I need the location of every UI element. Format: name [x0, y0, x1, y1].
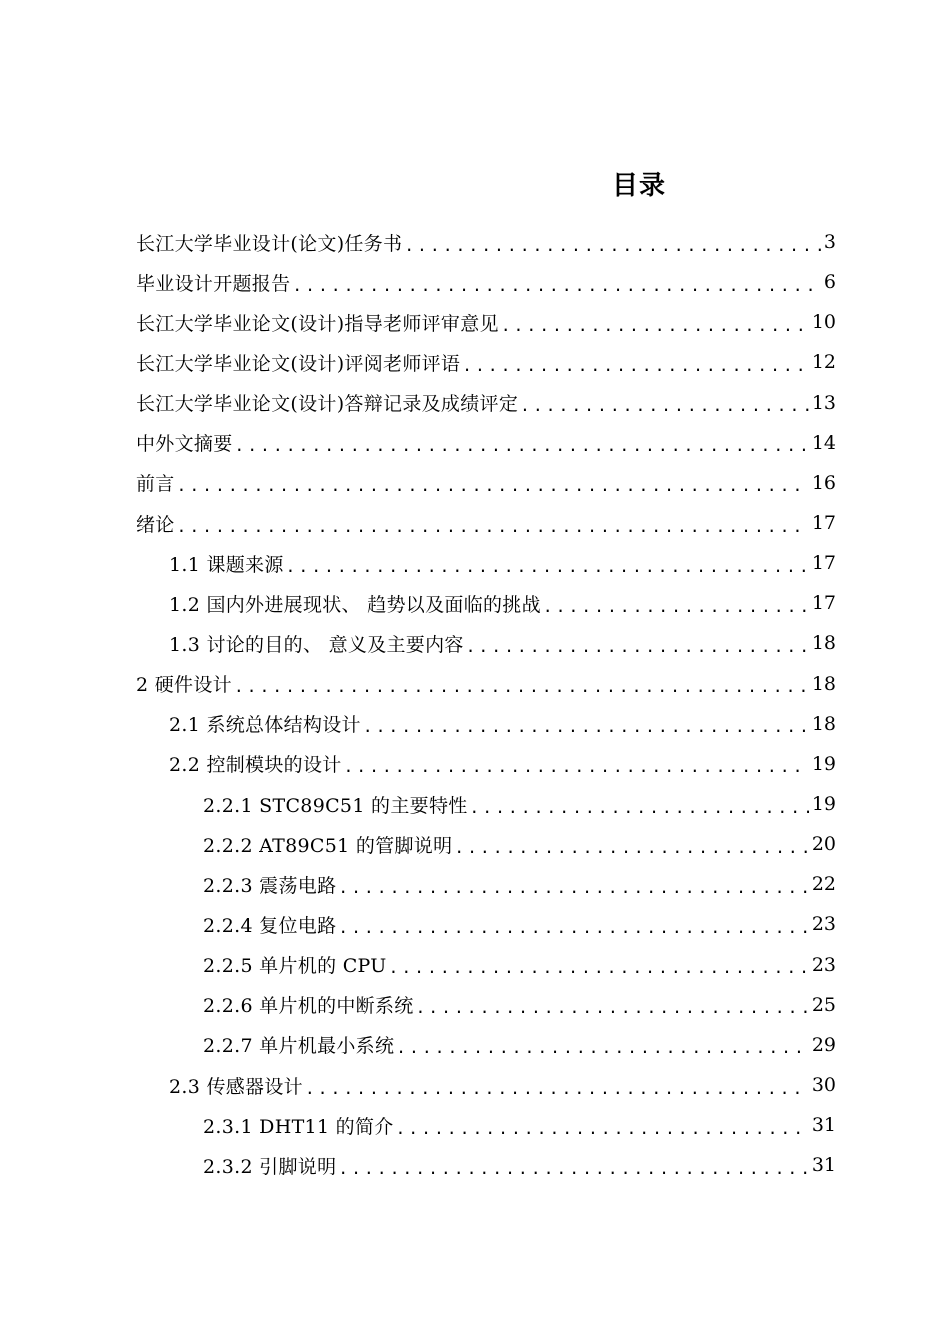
toc-entry-title: 2.2.4 复位电路 — [203, 914, 337, 937]
toc-page-number: 25 — [811, 993, 836, 1016]
toc-page-number: 22 — [811, 873, 836, 896]
toc-entry[interactable] — [0, 463, 950, 503]
toc-entry-title: 长江大学毕业论文(设计)答辩记录及成绩评定 — [136, 393, 519, 416]
toc-entry-title: 前言 — [136, 473, 175, 496]
toc-entry[interactable] — [0, 704, 950, 744]
toc-dot-leader — [520, 390, 809, 415]
toc-entry-title: 2.3.2 引脚说明 — [203, 1155, 337, 1178]
toc-page-number: 31 — [811, 1114, 836, 1137]
toc-entry-title: 2.2.1 STC89C51 的主要特性 — [203, 794, 468, 817]
table-of-contents — [0, 222, 950, 1185]
toc-entry[interactable] — [0, 302, 950, 342]
toc-page-number: 18 — [811, 632, 836, 655]
toc-entry-title: 毕业设计开题报告 — [136, 272, 291, 295]
toc-entry[interactable] — [0, 583, 950, 623]
toc-entry-title: 1.3 讨论的目的、 意义及主要内容 — [169, 633, 464, 656]
toc-page-number: 20 — [811, 833, 836, 856]
toc-entry[interactable] — [0, 744, 950, 784]
toc-entry-title: 2.3.1 DHT11 的简介 — [203, 1115, 394, 1138]
toc-entry[interactable] — [0, 864, 950, 904]
toc-entry[interactable] — [0, 503, 950, 543]
toc-dot-leader — [305, 1073, 809, 1098]
toc-entry-title: 长江大学毕业论文(设计)评阅老师评语 — [136, 352, 461, 375]
toc-dot-leader — [177, 511, 809, 536]
toc-dot-leader — [454, 832, 808, 857]
toc-page-number: 14 — [811, 431, 836, 454]
toc-dot-leader — [234, 671, 809, 696]
toc-dot-leader — [470, 792, 809, 817]
toc-page-number: 17 — [811, 552, 836, 575]
toc-entry-title: 1.1 课题来源 — [169, 553, 284, 576]
toc-entry[interactable] — [0, 664, 950, 704]
toc-entry[interactable] — [0, 985, 950, 1025]
toc-entry-title: 2.3 传感器设计 — [169, 1075, 303, 1098]
toc-page-number: 23 — [811, 953, 836, 976]
toc-dot-leader — [389, 952, 809, 977]
toc-entry[interactable] — [0, 945, 950, 985]
toc-page-number: 30 — [811, 1074, 836, 1097]
toc-entry-title: 1.2 国内外进展现状、 趋势以及面临的挑战 — [169, 593, 541, 616]
toc-entry-title: 2.2 控制模块的设计 — [169, 754, 342, 777]
toc-entry[interactable] — [0, 1145, 950, 1185]
toc-entry[interactable] — [0, 342, 950, 382]
toc-page-number: 31 — [811, 1154, 836, 1177]
toc-entry[interactable] — [0, 824, 950, 864]
toc-entry-title: 长江大学毕业设计(论文)任务书 — [136, 232, 403, 255]
toc-dot-leader — [344, 751, 809, 776]
toc-dot-leader — [396, 1032, 809, 1057]
toc-dot-leader — [363, 711, 809, 736]
toc-entry[interactable] — [0, 383, 950, 423]
toc-page-number: 3 — [823, 231, 836, 254]
toc-entry-title: 2 硬件设计 — [136, 674, 232, 697]
toc-dot-leader — [501, 310, 809, 335]
toc-entry[interactable] — [0, 623, 950, 663]
toc-entry[interactable] — [0, 262, 950, 302]
toc-entry[interactable] — [0, 222, 950, 262]
toc-dot-leader — [292, 270, 821, 295]
toc-entry[interactable] — [0, 543, 950, 583]
toc-entry[interactable] — [0, 1025, 950, 1065]
toc-page-number: 19 — [811, 752, 836, 775]
toc-entry[interactable] — [0, 904, 950, 944]
toc-page-number: 29 — [811, 1033, 836, 1056]
toc-dot-leader — [177, 470, 809, 495]
toc-entry[interactable] — [0, 1065, 950, 1105]
toc-page-number: 17 — [811, 592, 836, 615]
toc-dot-leader — [338, 912, 808, 937]
toc-page-number: 10 — [811, 311, 836, 334]
toc-page-number: 23 — [811, 913, 836, 936]
toc-page-number: 18 — [811, 672, 836, 695]
toc-dot-leader — [286, 551, 809, 576]
toc-dot-leader — [543, 591, 809, 616]
toc-dot-leader — [466, 631, 809, 656]
toc-entry[interactable] — [0, 423, 950, 463]
toc-page-number: 17 — [811, 512, 836, 535]
toc-page-number: 18 — [811, 712, 836, 735]
toc-entry-title: 2.2.7 单片机最小系统 — [203, 1035, 395, 1058]
toc-entry-title: 2.2.2 AT89C51 的管脚说明 — [203, 834, 453, 857]
toc-entry[interactable] — [0, 1105, 950, 1145]
toc-entry-title: 绪论 — [136, 513, 175, 536]
toc-dot-leader — [404, 230, 821, 255]
toc-entry-title: 2.2.5 单片机的 CPU — [203, 955, 387, 978]
toc-dot-leader — [338, 872, 808, 897]
toc-page-number: 19 — [811, 793, 836, 816]
toc-dot-leader — [396, 1113, 809, 1138]
toc-entry-title: 2.2.3 震荡电路 — [203, 874, 337, 897]
toc-entry-title: 2.1 系统总体结构设计 — [169, 714, 361, 737]
toc-page-number: 16 — [811, 471, 836, 494]
toc-dot-leader — [462, 350, 809, 375]
toc-entry-title: 中外文摘要 — [136, 433, 233, 456]
toc-entry-title: 2.2.6 单片机的中断系统 — [203, 995, 414, 1018]
toc-entry[interactable] — [0, 784, 950, 824]
toc-page-number: 6 — [823, 271, 836, 294]
toc-entry-title: 长江大学毕业论文(设计)指导老师评审意见 — [136, 312, 499, 335]
page-title: 目录 — [611, 171, 666, 201]
toc-page-number: 12 — [811, 351, 836, 374]
toc-page-number: 13 — [811, 391, 836, 414]
toc-dot-leader — [338, 1153, 808, 1178]
toc-dot-leader — [416, 992, 809, 1017]
toc-dot-leader — [235, 430, 809, 455]
